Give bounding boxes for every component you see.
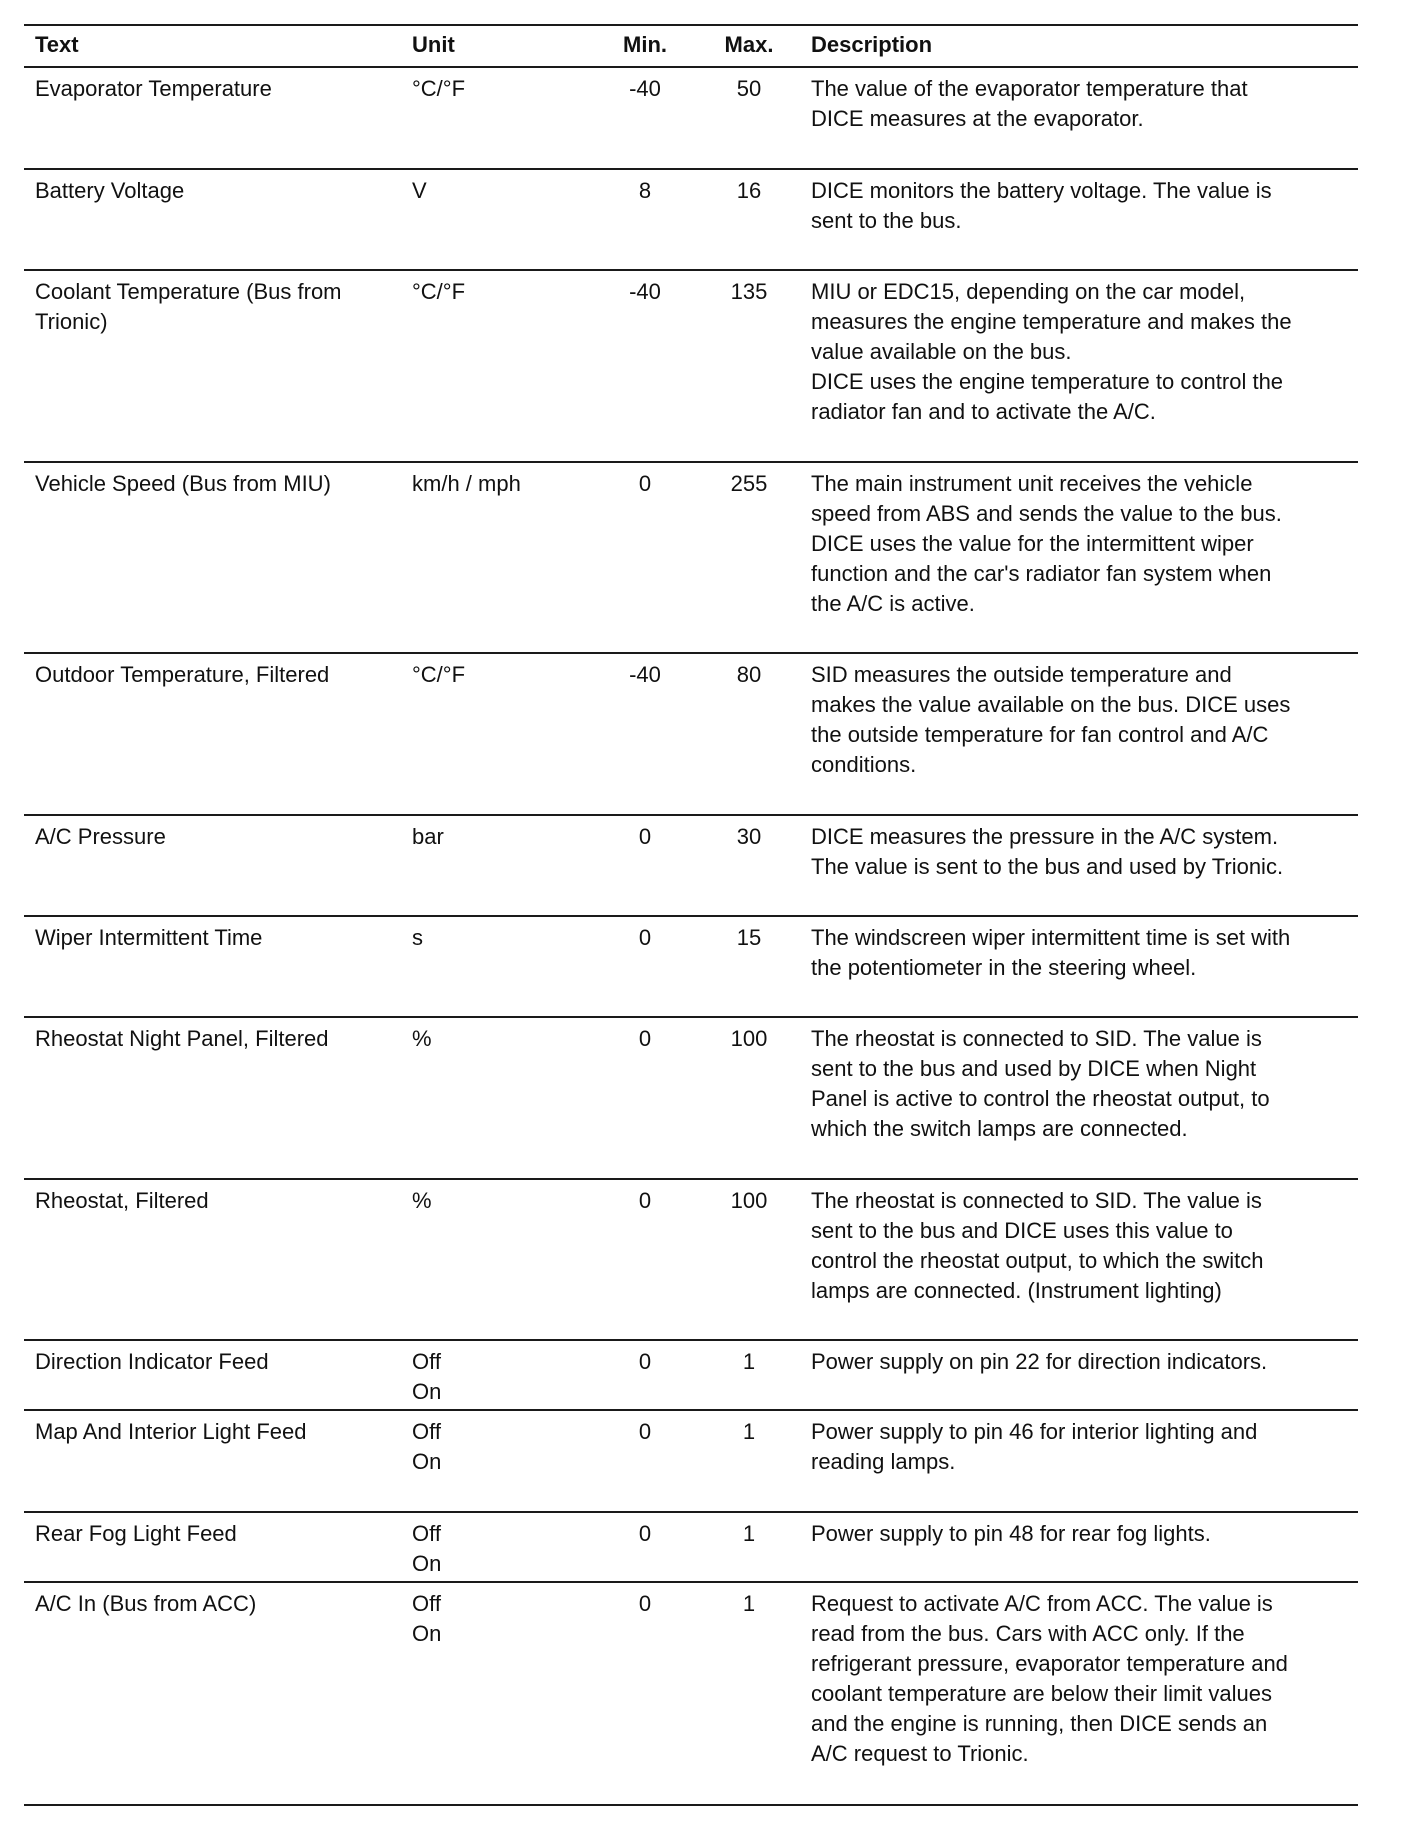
row-text: Rheostat Night Panel, Filtered bbox=[35, 1026, 329, 1051]
row-rule bbox=[24, 1016, 1358, 1018]
row-text: A/C Pressure bbox=[35, 824, 166, 849]
row-description: Power supply to pin 46 for interior lighting and reading lamps. bbox=[811, 1419, 1258, 1474]
header-description: Description bbox=[811, 32, 933, 57]
row-min: 8 bbox=[638, 178, 652, 203]
table-bottom-rule bbox=[24, 1804, 1358, 1806]
row-text: Rear Fog Light Feed bbox=[35, 1521, 237, 1546]
row-max: 1 bbox=[742, 1591, 756, 1616]
row-text: Coolant Temperature (Bus from Trionic) bbox=[35, 279, 342, 334]
row-description: MIU or EDC15, depending on the car model, measures the engine temperature and makes the value available on the bus. DICE uses the engine temperature to control the radiator fan and to activate the A/C. bbox=[811, 279, 1292, 424]
row-unit: % bbox=[412, 1026, 432, 1051]
row-text: Battery Voltage bbox=[35, 178, 185, 203]
row-text: Outdoor Temperature, Filtered bbox=[35, 662, 330, 687]
row-rule bbox=[24, 1581, 1358, 1583]
row-description: DICE measures the pressure in the A/C system. The value is sent to the bus and used by Trionic. bbox=[811, 824, 1284, 879]
row-description: The main instrument unit receives the vehicle speed from ABS and sends the value to the bus. DICE uses the value for the intermittent wiper function and the car's radiator fan system when the A/C is active. bbox=[811, 471, 1282, 616]
row-max: 100 bbox=[730, 1026, 768, 1051]
header-text: Text bbox=[35, 32, 79, 57]
row-max: 100 bbox=[730, 1188, 768, 1213]
row-min: 0 bbox=[638, 1026, 652, 1051]
row-rule bbox=[24, 1511, 1358, 1513]
row-unit: % bbox=[412, 1188, 432, 1213]
row-min: 0 bbox=[638, 1419, 652, 1444]
row-rule bbox=[24, 1178, 1358, 1180]
row-text: Vehicle Speed (Bus from MIU) bbox=[35, 471, 331, 496]
row-text: Wiper Intermittent Time bbox=[35, 925, 263, 950]
row-max: 15 bbox=[736, 925, 762, 950]
row-rule bbox=[24, 66, 1358, 68]
row-unit: km/h / mph bbox=[412, 471, 521, 496]
row-description: The rheostat is connected to SID. The value is sent to the bus and used by DICE when Night Panel is active to control the rheostat output, to which the switch lamps are connected. bbox=[811, 1026, 1270, 1141]
row-rule bbox=[24, 1339, 1358, 1341]
row-max: 255 bbox=[730, 471, 768, 496]
table-top-rule bbox=[24, 24, 1358, 26]
row-max: 1 bbox=[742, 1419, 756, 1444]
row-unit: °C/°F bbox=[412, 662, 466, 687]
row-unit: Off On bbox=[412, 1419, 442, 1474]
row-max: 1 bbox=[742, 1521, 756, 1546]
row-text: Rheostat, Filtered bbox=[35, 1188, 209, 1213]
row-min: 0 bbox=[638, 1591, 652, 1616]
row-rule bbox=[24, 915, 1358, 917]
row-min: 0 bbox=[638, 925, 652, 950]
row-max: 30 bbox=[736, 824, 762, 849]
row-min: -40 bbox=[629, 279, 661, 304]
header-unit: Unit bbox=[412, 32, 455, 57]
row-rule bbox=[24, 461, 1358, 463]
row-rule bbox=[24, 1409, 1358, 1411]
row-max: 80 bbox=[736, 662, 762, 687]
row-unit: °C/°F bbox=[412, 279, 466, 304]
row-text: Evaporator Temperature bbox=[35, 76, 272, 101]
row-min: 0 bbox=[638, 1349, 652, 1374]
row-rule bbox=[24, 168, 1358, 170]
row-description: Power supply on pin 22 for direction indicators. bbox=[811, 1349, 1268, 1374]
row-description: DICE monitors the battery voltage. The value is sent to the bus. bbox=[811, 178, 1272, 233]
header-max: Max. bbox=[724, 32, 774, 57]
row-text: Direction Indicator Feed bbox=[35, 1349, 269, 1374]
row-description: Request to activate A/C from ACC. The value is read from the bus. Cars with ACC only. If the refrigerant pressure, evaporator temperature and coolant temperature are below their limit values and the engine is running, then DICE sends an A/C request to Trionic. bbox=[811, 1591, 1288, 1766]
row-max: 50 bbox=[736, 76, 762, 101]
row-min: -40 bbox=[629, 662, 661, 687]
row-unit: Off On bbox=[412, 1349, 442, 1404]
row-min: 0 bbox=[638, 1521, 652, 1546]
row-description: Power supply to pin 48 for rear fog lights. bbox=[811, 1521, 1211, 1546]
row-description: The value of the evaporator temperature that DICE measures at the evaporator. bbox=[811, 76, 1248, 131]
row-description: The rheostat is connected to SID. The value is sent to the bus and DICE uses this value to control the rheostat output, to which the switch lamps are connected. (Instrument lighting) bbox=[811, 1188, 1264, 1303]
row-min: -40 bbox=[629, 76, 661, 101]
row-unit: Off On bbox=[412, 1521, 442, 1576]
row-unit: s bbox=[412, 925, 423, 950]
row-rule bbox=[24, 652, 1358, 654]
header-min: Min. bbox=[623, 32, 667, 57]
row-rule bbox=[24, 814, 1358, 816]
row-min: 0 bbox=[638, 824, 652, 849]
row-unit: Off On bbox=[412, 1591, 442, 1646]
row-unit: °C/°F bbox=[412, 76, 466, 101]
row-min: 0 bbox=[638, 1188, 652, 1213]
row-max: 135 bbox=[730, 279, 768, 304]
row-max: 16 bbox=[736, 178, 762, 203]
row-min: 0 bbox=[638, 471, 652, 496]
row-description: SID measures the outside temperature and makes the value available on the bus. DICE uses the outside temperature for fan control and A/C conditions. bbox=[811, 662, 1291, 777]
row-unit: bar bbox=[412, 824, 444, 849]
row-description: The windscreen wiper intermittent time is set with the potentiometer in the steering wheel. bbox=[811, 925, 1291, 980]
row-rule bbox=[24, 269, 1358, 271]
row-max: 1 bbox=[742, 1349, 756, 1374]
row-text: Map And Interior Light Feed bbox=[35, 1419, 307, 1444]
row-text: A/C In (Bus from ACC) bbox=[35, 1591, 257, 1616]
row-unit: V bbox=[412, 178, 427, 203]
